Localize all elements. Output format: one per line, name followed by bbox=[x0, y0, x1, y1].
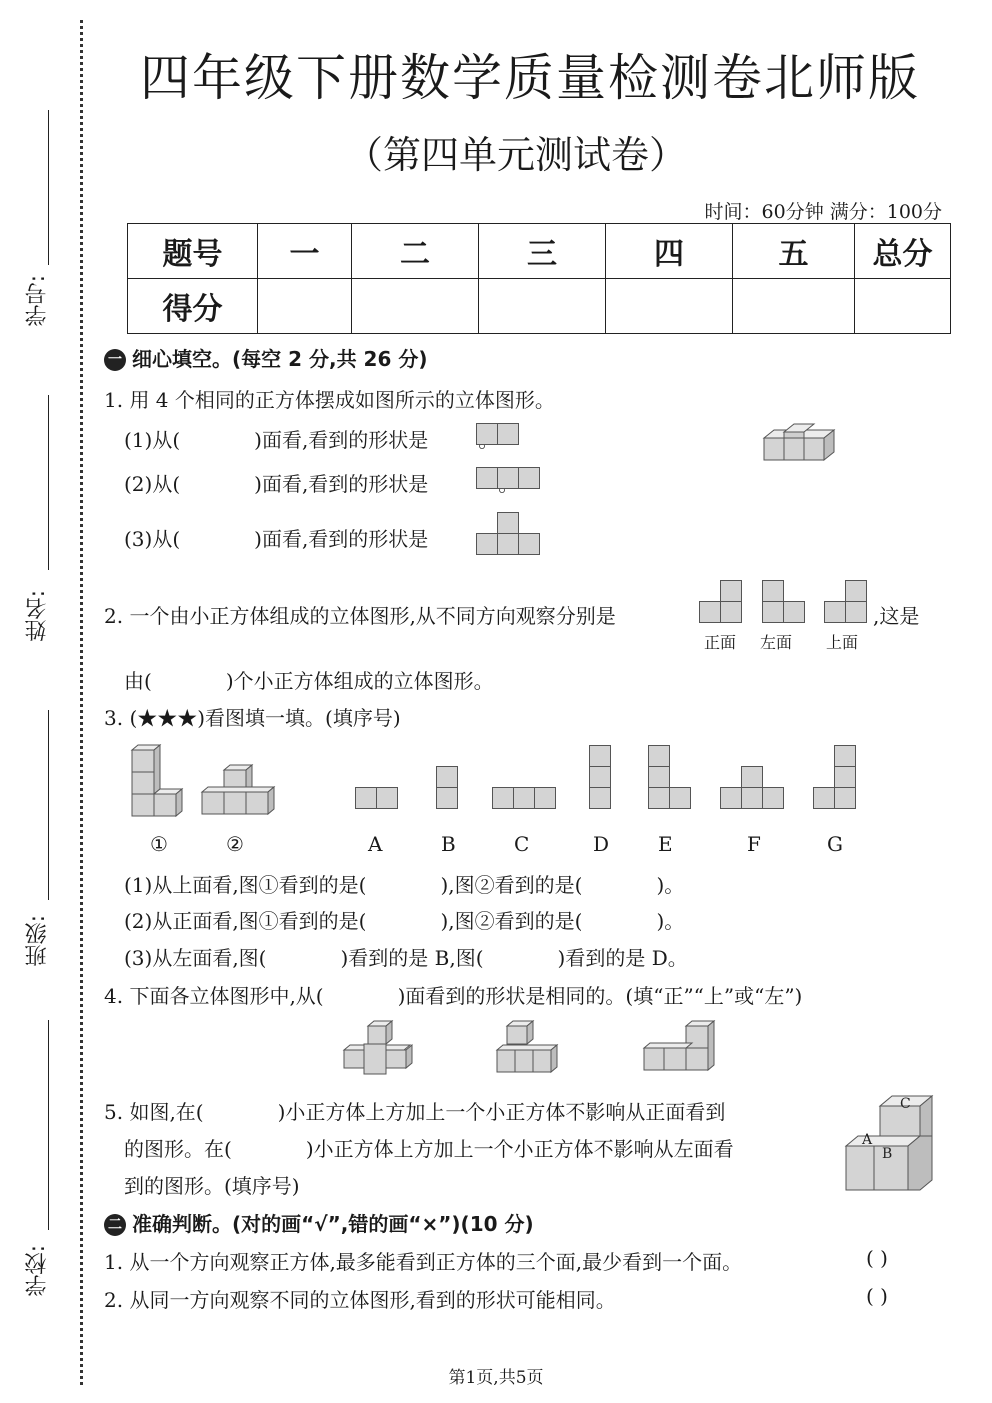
view-square bbox=[845, 601, 867, 623]
student-id-rule bbox=[48, 110, 49, 265]
view-square bbox=[741, 787, 763, 809]
view-square bbox=[476, 533, 498, 555]
q3-2-b: ),图②看到的是( bbox=[440, 909, 583, 933]
q3-label: C bbox=[514, 832, 530, 856]
view-square bbox=[376, 787, 398, 809]
view-square bbox=[589, 745, 611, 767]
q3-3-c: )看到的是 D。 bbox=[557, 946, 688, 970]
view-square bbox=[476, 423, 498, 445]
view-square bbox=[436, 766, 458, 788]
q3-label: B bbox=[441, 832, 456, 856]
view-square bbox=[648, 787, 670, 809]
view-square bbox=[589, 766, 611, 788]
q1-2-prefix: (2)从( bbox=[124, 472, 181, 496]
q2-view-left: 左面 bbox=[760, 633, 793, 652]
q1-solid-figure bbox=[760, 418, 840, 466]
judge-answer-1[interactable]: ( ) bbox=[866, 1246, 888, 1270]
q3-1-c: )。 bbox=[656, 873, 685, 897]
q3-3-a: (3)从左面看,图( bbox=[124, 946, 267, 970]
score-input-cell[interactable] bbox=[352, 279, 479, 334]
q2-view-top: 上面 bbox=[826, 633, 859, 652]
view-square bbox=[845, 580, 867, 602]
view-square bbox=[436, 787, 458, 809]
q1-1-mid: )面看,看到的形状是 bbox=[254, 428, 429, 452]
q1-1-prefix: (1)从( bbox=[124, 428, 181, 452]
view-square bbox=[720, 787, 742, 809]
q1-text: 1. 用 4 个相同的正方体摆成如图所示的立体图形。 bbox=[104, 388, 555, 412]
view-square bbox=[534, 787, 556, 809]
view-square bbox=[813, 787, 835, 809]
q3-1 bbox=[124, 869, 684, 898]
q3-1-b: ),图②看到的是( bbox=[440, 873, 583, 897]
name-label: 姓名: bbox=[25, 590, 50, 642]
view-square bbox=[834, 766, 856, 788]
q4-b: )面看到的形状是相同的。(填“正”“上”或“左”) bbox=[397, 984, 803, 1008]
q3-figure-2 bbox=[200, 764, 280, 818]
score-cell: 二 bbox=[352, 224, 479, 279]
view-square bbox=[497, 423, 519, 445]
q3-3-b: )看到的是 B,图( bbox=[340, 946, 484, 970]
view-square bbox=[518, 533, 540, 555]
exam-meta: 时间：60分钟 满分：100分 bbox=[704, 201, 942, 223]
view-square bbox=[497, 533, 519, 555]
score-input-cell[interactable] bbox=[606, 279, 733, 334]
view-square bbox=[648, 766, 670, 788]
school-rule bbox=[48, 1020, 49, 1230]
view-square bbox=[783, 601, 805, 623]
score-cell: 五 bbox=[733, 224, 855, 279]
q3-2-a: (2)从正面看,图①看到的是( bbox=[124, 909, 367, 933]
view-square bbox=[762, 601, 784, 623]
q1-1 bbox=[124, 424, 498, 453]
view-square bbox=[513, 787, 535, 809]
section2-badge: 二 bbox=[104, 1214, 126, 1236]
q5-line1 bbox=[104, 1096, 725, 1125]
q2-text: 2. 一个由小正方体组成的立体图形,从不同方向观察分别是 bbox=[104, 604, 616, 628]
score-cell: 题号 bbox=[128, 224, 258, 279]
binding-dotted-line bbox=[80, 20, 83, 1385]
q3-3 bbox=[124, 942, 688, 971]
q1-3-mid: )面看,看到的形状是 bbox=[254, 527, 429, 551]
view-square bbox=[497, 512, 519, 534]
page-footer: 第1页,共5页 bbox=[448, 1368, 544, 1388]
score-cell: 三 bbox=[479, 224, 606, 279]
section2-title: 准确判断。(对的画“√”,错的画“×”)(10 分) bbox=[132, 1212, 534, 1236]
score-cell: 一 bbox=[258, 224, 352, 279]
q4-figure-1 bbox=[340, 1020, 420, 1078]
q5-1-a: 5. 如图,在( bbox=[104, 1100, 204, 1124]
q5-label-c: C bbox=[900, 1096, 911, 1112]
q3-label: A bbox=[368, 832, 383, 856]
section2-heading bbox=[104, 1208, 534, 1237]
q5-label-b: B bbox=[882, 1146, 893, 1162]
page-title: 四年级下册数学质量检测卷北师版 bbox=[140, 49, 920, 107]
q2-tail: ,这是 bbox=[873, 604, 920, 628]
q1-3 bbox=[124, 523, 518, 552]
page-subtitle: （第四单元测试卷） bbox=[345, 133, 688, 177]
view-square bbox=[648, 745, 670, 767]
q4-text bbox=[104, 980, 802, 1009]
view-square bbox=[834, 745, 856, 767]
school-label: 学校: bbox=[25, 1245, 50, 1297]
section1-badge: 一 bbox=[104, 349, 126, 371]
score-input-cell[interactable] bbox=[855, 279, 951, 334]
student-id-label: 学号: bbox=[25, 275, 50, 327]
score-cell: 得分 bbox=[128, 279, 258, 334]
view-square bbox=[720, 601, 742, 623]
view-square bbox=[669, 787, 691, 809]
q5-solid-figure bbox=[842, 1092, 942, 1196]
name-rule bbox=[48, 395, 49, 570]
view-square bbox=[720, 580, 742, 602]
q5-1-b: )小正方体上方加上一个小正方体不影响从正面看到 bbox=[277, 1100, 726, 1124]
class-label: 班级: bbox=[25, 915, 50, 967]
score-value-row bbox=[128, 279, 951, 334]
q3-figure-1 bbox=[130, 744, 190, 818]
q3-2-c: )。 bbox=[656, 909, 685, 933]
view-square bbox=[492, 787, 514, 809]
view-square bbox=[589, 787, 611, 809]
q1-2 bbox=[124, 468, 518, 497]
view-square bbox=[741, 766, 763, 788]
q1-2-mid: )面看,看到的形状是 bbox=[254, 472, 429, 496]
score-table bbox=[127, 223, 951, 334]
score-header-row bbox=[128, 224, 951, 279]
score-cell: 四 bbox=[606, 224, 733, 279]
q3-label: ① bbox=[150, 832, 168, 856]
q3-label: D bbox=[593, 832, 610, 856]
q5-line3: 到的图形。(填序号) bbox=[124, 1174, 300, 1198]
q5-line2 bbox=[124, 1133, 734, 1162]
q5-2-b: )小正方体上方加上一个小正方体不影响从左面看 bbox=[305, 1137, 734, 1161]
q3-2 bbox=[124, 905, 684, 934]
q3-1-a: (1)从上面看,图①看到的是( bbox=[124, 873, 367, 897]
q3-label: E bbox=[658, 832, 673, 856]
q3-text: 3. (★★★)看图填一填。(填序号) bbox=[104, 706, 401, 730]
q4-a: 4. 下面各立体图形中,从( bbox=[104, 984, 324, 1008]
q2-view-front: 正面 bbox=[704, 633, 737, 652]
q5-label-a: A bbox=[862, 1132, 873, 1148]
judge-answer-2[interactable]: ( ) bbox=[866, 1284, 888, 1308]
view-square bbox=[699, 601, 721, 623]
judge-item-1: 1. 从一个方向观察正方体,最多能看到正方体的三个面,最少看到一个面。 bbox=[104, 1250, 743, 1274]
q1-3-prefix: (3)从( bbox=[124, 527, 181, 551]
view-square bbox=[824, 601, 846, 623]
view-square bbox=[497, 467, 519, 489]
score-cell: 总分 bbox=[855, 224, 951, 279]
view-square bbox=[834, 787, 856, 809]
q3-label: F bbox=[747, 832, 761, 856]
q2-suffix: )个小正方体组成的立体图形。 bbox=[225, 669, 494, 693]
view-square bbox=[355, 787, 377, 809]
class-rule bbox=[48, 710, 49, 900]
view-square bbox=[762, 580, 784, 602]
view-square bbox=[476, 467, 498, 489]
score-input-cell[interactable] bbox=[258, 279, 352, 334]
judge-item-2: 2. 从同一方向观察不同的立体图形,看到的形状可能相同。 bbox=[104, 1288, 616, 1312]
q4-figure-2 bbox=[495, 1020, 565, 1078]
score-input-cell[interactable] bbox=[479, 279, 606, 334]
section1-title: 细心填空。(每空 2 分,共 26 分) bbox=[132, 347, 428, 371]
q2-prefix: 由( bbox=[124, 669, 152, 693]
section1-heading bbox=[104, 343, 427, 372]
q4-figure-3 bbox=[642, 1020, 722, 1078]
q3-label: G bbox=[827, 832, 843, 856]
q2-line2 bbox=[124, 665, 494, 694]
view-square bbox=[518, 467, 540, 489]
view-square bbox=[762, 787, 784, 809]
q3-label: ② bbox=[226, 832, 244, 856]
score-input-cell[interactable] bbox=[733, 279, 855, 334]
q5-2-a: 的图形。在( bbox=[124, 1137, 232, 1161]
